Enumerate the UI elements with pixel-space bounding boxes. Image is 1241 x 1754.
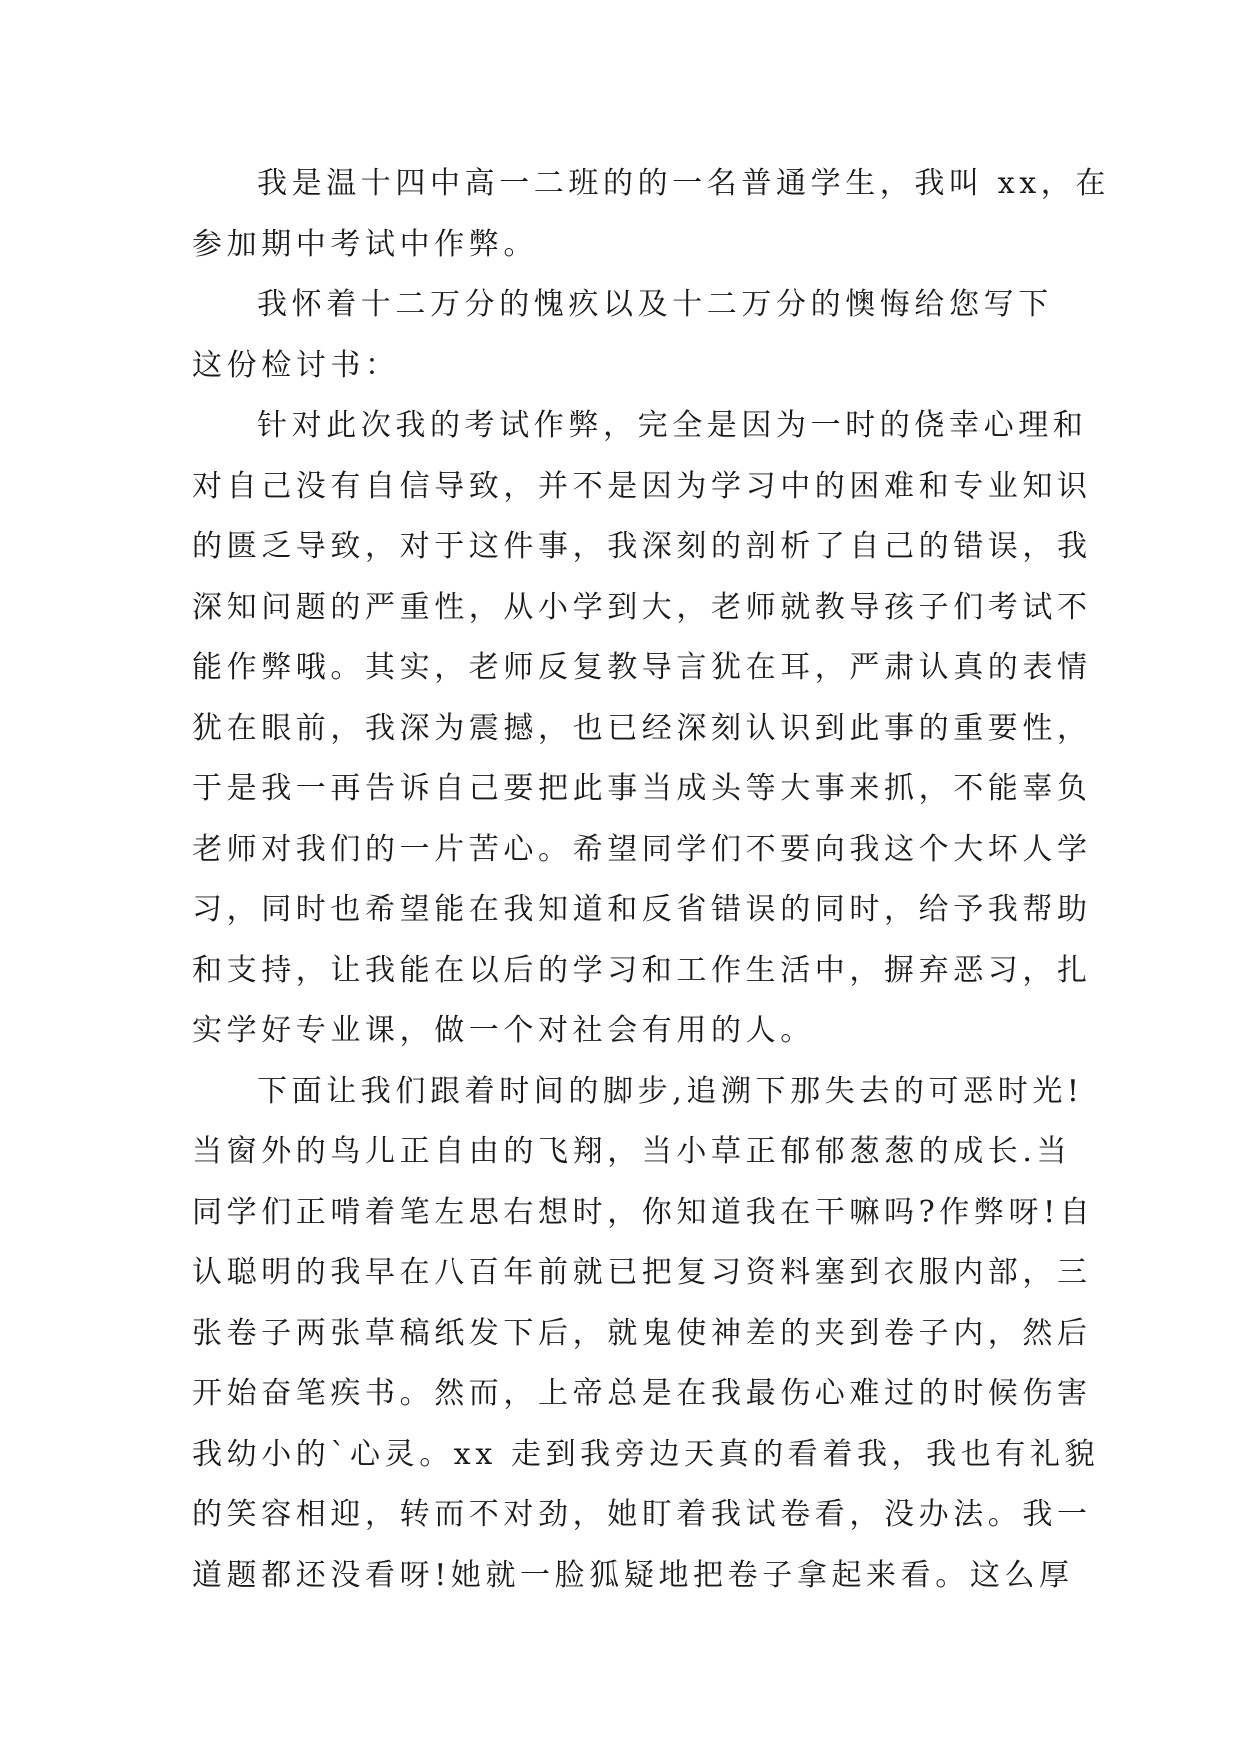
text-line: 习，同时也希望能在我知道和反省错误的同时，给予我帮助 bbox=[192, 892, 1092, 927]
text-line: 能作弊哦。其实，老师反复教导言犹在耳，严肃认真的表情 bbox=[192, 650, 1092, 685]
text-line: 实学好专业课，做一个对社会有用的人。 bbox=[192, 1013, 815, 1048]
text-line: 的笑容相迎，转而不对劲，她盯着我试卷看，没办法。我一 bbox=[192, 1497, 1092, 1532]
text-line: 认聪明的我早在八百年前就已把复习资料塞到衣服内部，三 bbox=[192, 1255, 1092, 1290]
text-line: 张卷子两张草稿纸发下后，就鬼使神差的夹到卷子内，然后 bbox=[192, 1315, 1092, 1351]
text-line: 开始奋笔疾书。然而，上帝总是在我最伤心难过的时候伤害 bbox=[192, 1376, 1092, 1411]
text-line: 下面让我们跟着时间的脚步,追溯下那失去的可恶时光! bbox=[257, 1073, 1084, 1109]
text-line: 老师对我们的一片苦心。希望同学们不要向我这个大坏人学 bbox=[192, 831, 1092, 867]
text-line: 犹在眼前，我深为震撼，也已经深刻认识到此事的重要性， bbox=[192, 710, 1092, 746]
text-line: 同学们正啃着笔左思右想时，你知道我在干嘛吗?作弊呀!自 bbox=[192, 1194, 1095, 1230]
text-line: 道题都还没看呀!她就一脸狐疑地把卷子拿起来看。这么厚 bbox=[192, 1557, 1074, 1593]
text-line: 的匮乏导致，对于这件事，我深刻的剖析了自己的错误，我 bbox=[192, 529, 1092, 564]
text-line: 对自己没有自信导致，并不是因为学习中的困难和专业知识 bbox=[192, 468, 1092, 504]
text-line: 我怀着十二万分的愧疚以及十二万分的懊悔给您写下 bbox=[257, 287, 1053, 322]
text-line: 这份检讨书： bbox=[192, 347, 400, 383]
text-line: 当窗外的鸟儿正自由的飞翔，当小草正郁郁葱葱的成长.当 bbox=[192, 1134, 1072, 1169]
text-line: 我幼小的`心灵。xx 走到我旁边天真的看着我，我也有礼貌 bbox=[192, 1436, 1100, 1472]
document-body bbox=[192, 154, 1110, 1606]
text-line: 于是我一再告诉自己要把此事当成头等大事来抓，不能辜负 bbox=[192, 771, 1092, 806]
text-line: 和支持，让我能在以后的学习和工作生活中，摒弃恶习，扎 bbox=[192, 952, 1092, 988]
text-line: 针对此次我的考试作弊，完全是因为一时的侥幸心理和 bbox=[257, 408, 1088, 443]
text-line: 参加期中考试中作弊。 bbox=[192, 226, 538, 262]
text-line: 我是温十四中高一二班的的一名普通学生，我叫 xx，在 bbox=[257, 166, 1110, 201]
text-line: 深知问题的严重性，从小学到大，老师就教导孩子们考试不 bbox=[192, 589, 1092, 625]
